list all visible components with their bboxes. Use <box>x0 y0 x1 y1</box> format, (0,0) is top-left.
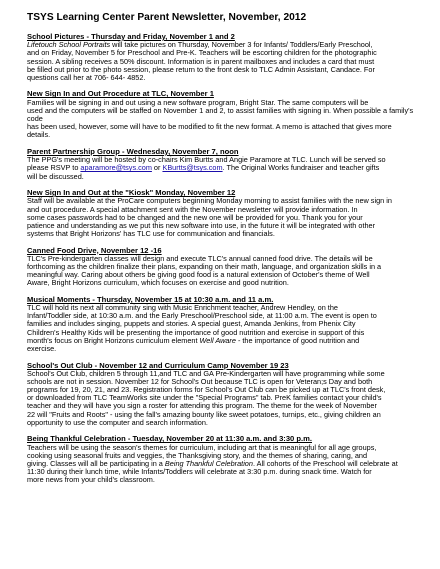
section-text: Teachers will be using the season's themes for curriculum, including art that is meaningful for all age groups, cooking using seasonal fruits and veggies, the Thanksgiving story, and the themes of sharing, caring, and giving. Classes will all be participating in a <box>27 442 377 468</box>
section-body <box>27 444 424 485</box>
section-heading: Canned Food Drive, November 12 -16 <box>27 245 162 255</box>
email-link-aparamore[interactable]: aparamore@tsys.com <box>80 163 152 173</box>
section-heading: Parent Partnership Group - Wednesday, November 7, noon <box>27 146 239 156</box>
section-text: - the importance of good nutrition and exercise. <box>27 335 360 353</box>
section-kiosk-sign-in <box>27 189 424 238</box>
email-link-kburtts[interactable]: KBurtts@tsys.com <box>162 163 223 173</box>
being-thankful-italic: Being Thankful Celebration <box>164 458 253 468</box>
section-canned-food-drive <box>27 247 424 288</box>
section-heading: School's Out Club - November 12 and Curriculum Camp November 19 23 <box>27 360 289 370</box>
newsletter-title: TSYS Learning Center Parent Newsletter, November, 2012 <box>27 12 307 23</box>
well-aware-italic: Well Aware <box>199 335 236 345</box>
section-heading: School Pictures - Thursday and Friday, November 1 and 2 <box>27 32 235 41</box>
section-text: The PPG's meeting will be hosted by co-chairs Kim Burtts and Angie Paramore at TLC. Lunch will be served so please RSVP to <box>27 155 386 173</box>
section-being-thankful <box>27 435 424 484</box>
section-text: . All cohorts of the Preschool will celebrate at 11:30 during their lunch time, while Infants/Toddlers will celebrate at 3:30 p.m. during snack time. Watch for more news from your child's classroom. <box>27 458 398 485</box>
section-text: TLC will hold its next all community sing with Music Enrichment teacher, Andrew Hendley, on the Infant/Toddler side, at 10:30 a.m. and the Early Preschool/Preschool side, at 11:00 a.m. The event is open to families and includes singing, puppets and stories. A special guest, Amanda Jenkins, from Phenix City Children's Healthy Kids will be presenting the importance of good nutrition and exercise in support of this month's focus on Bright Horizons curriculum element <box>27 303 377 345</box>
section-schools-out-club <box>27 362 424 427</box>
section-body: Families will be signing in and out using a new software program, Bright Star. The same computers will be used and the computers will be staffed on November 1 and 2, to assist families with signing in. When possible a family's code has been used, however, some will have to be modified to fit the new format. A memo is attached that gives more details. <box>27 97 414 140</box>
section-musical-moments <box>27 296 424 353</box>
lifetouch-lead: Lifetouch School Portraits <box>27 40 111 50</box>
section-heading: New Sign In and Out Procedure at TLC, November 1 <box>27 89 214 99</box>
section-school-pictures <box>27 33 424 82</box>
section-heading: Musical Moments - Thursday, November 15 at 10:30 a.m. and 11 a.m. <box>27 294 274 304</box>
section-new-sign-in <box>27 90 424 139</box>
section-text: or <box>151 163 163 173</box>
section-body: Staff will be available at the ProCare computers beginning Monday morning to assist families with the new sign in and out procedure. A special attachment sent with the November newsletter will provide information. In some cases passwords had to be changed and the new one will be provided for you. Thank you for your patience and understanding as we put this new software into use, in the future it will be integrated with other systems that Bright Horizons' has TLC use for communication and financials. <box>27 196 392 239</box>
section-text: will take pictures on Thursday, November 3 for Infants/ Toddlers/Early Preschool, and on Friday, November 5 for Preschool and Pre-K. Teachers will be escorting children for the photographic session. A sibling receives a 50% discount. Information is in parent mailboxes and includes a card that must be filled out prior to the photo session, please return to the front desk to TLC Admin Assistant, Candace. For questions call her at 706- 644- 4852. <box>27 40 377 82</box>
section-body: School's Out Club, children 5 through 11,and TLC and GA Pre-Kindergarten will have programming while some schools are not in session. November 12 for School's Out because TLC is open for Veteran;s Day and both programs for 19, 20, 21, and 23. Registration forms for School's Out Club can be picked up at TLC's front desk, or downloaded from TLC TeamWorks site under the "Special Programs" tab. PreK families contact your child's teacher and they will have you sign a roster for attending this program. The theme for the week of November 22 will "Fruits and Roots" - using the fall's amazing bounty like sweet potatoes, turnips, etc., giving children an opportunity to use the computer and search information. <box>27 368 386 427</box>
section-body <box>27 156 424 180</box>
section-body <box>27 41 424 82</box>
section-heading: New Sign In and Out at the "Kiosk" Monday, November 12 <box>27 188 236 198</box>
section-body: TLC's Pre-kindergarten classes will design and execute TLC's annual canned food drive. The details will be forthcoming as the children finalize their plans, expanding on their math, language, and organization skills in a meaningful way. Caring about others be giving good food is a natural extension of October's theme of Well Aware, Bright Horizons curriculum, which focuses on exercise and good nutrition. <box>27 253 382 288</box>
section-body <box>27 304 424 353</box>
section-parent-partnership <box>27 148 424 181</box>
section-text: . The Original Works fundraiser and teacher gifts will be discussed. <box>27 163 380 181</box>
section-heading: Being Thankful Celebration - Tuesday, November 20 at 11:30 a.m. and 3:30 p.m. <box>27 434 312 444</box>
